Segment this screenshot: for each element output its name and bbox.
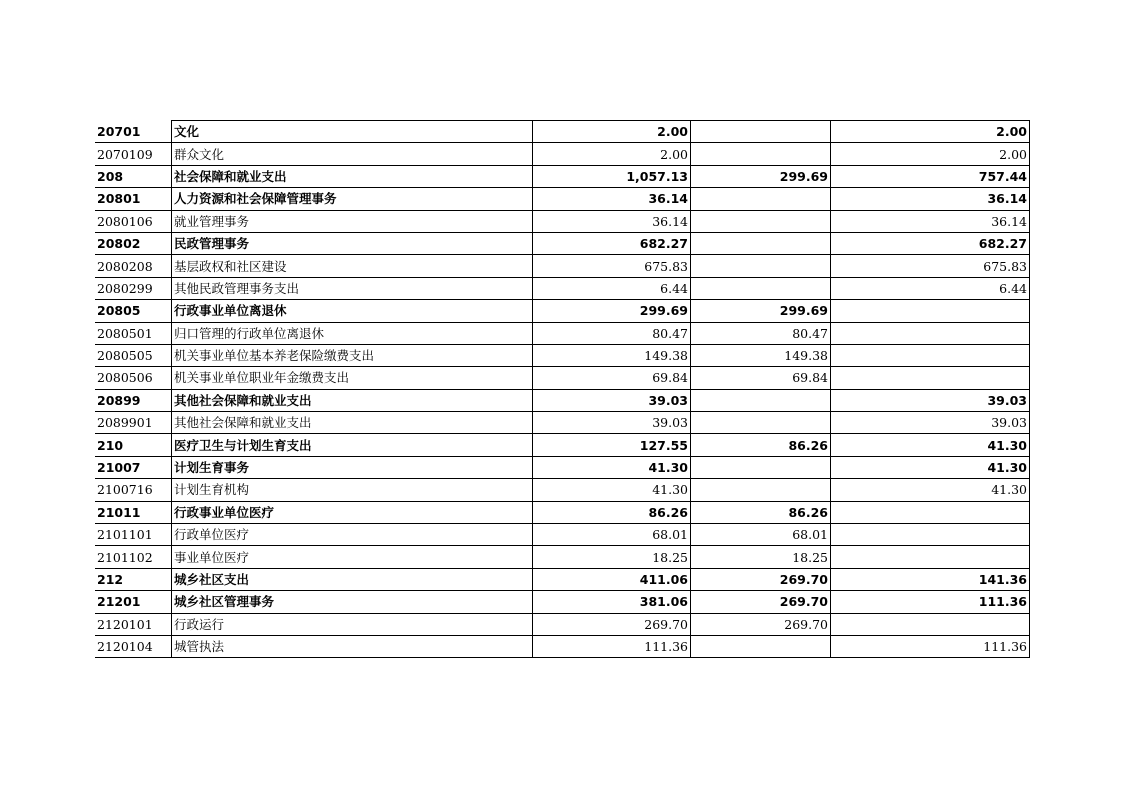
code-cell: 212	[95, 568, 172, 590]
total-cell: 111.36	[533, 635, 691, 657]
table-row	[95, 479, 1030, 501]
project-cell: 675.83	[831, 255, 1030, 277]
name-cell: 民政管理事务	[172, 232, 533, 254]
project-cell: 41.30	[831, 456, 1030, 478]
code-cell: 2120101	[95, 613, 172, 635]
table-row	[95, 635, 1030, 657]
project-cell: 41.30	[831, 434, 1030, 456]
name-cell: 机关事业单位职业年金缴费支出	[172, 367, 533, 389]
table-row	[95, 591, 1030, 613]
code-cell: 2070109	[95, 143, 172, 165]
budget-table-body	[95, 121, 1030, 658]
total-cell: 39.03	[533, 412, 691, 434]
table-row	[95, 546, 1030, 568]
total-cell: 41.30	[533, 456, 691, 478]
code-cell: 2080501	[95, 322, 172, 344]
basic-cell: 269.70	[691, 613, 831, 635]
name-cell: 城乡社区管理事务	[172, 591, 533, 613]
name-cell: 行政事业单位离退休	[172, 300, 533, 322]
code-cell: 2080505	[95, 344, 172, 366]
project-cell: 41.30	[831, 479, 1030, 501]
name-cell: 其他民政管理事务支出	[172, 277, 533, 299]
name-cell: 群众文化	[172, 143, 533, 165]
basic-cell	[691, 412, 831, 434]
name-cell: 行政单位医疗	[172, 524, 533, 546]
total-cell: 2.00	[533, 121, 691, 143]
name-cell: 行政事业单位医疗	[172, 501, 533, 523]
table-row	[95, 255, 1030, 277]
total-cell: 39.03	[533, 389, 691, 411]
project-cell	[831, 344, 1030, 366]
name-cell: 其他社会保障和就业支出	[172, 389, 533, 411]
table-row	[95, 322, 1030, 344]
code-cell: 208	[95, 165, 172, 187]
project-cell	[831, 322, 1030, 344]
code-cell: 2101101	[95, 524, 172, 546]
code-cell: 2120104	[95, 635, 172, 657]
name-cell: 机关事业单位基本养老保险缴费支出	[172, 344, 533, 366]
total-cell: 299.69	[533, 300, 691, 322]
project-cell: 2.00	[831, 143, 1030, 165]
table-row	[95, 389, 1030, 411]
table-row	[95, 277, 1030, 299]
code-cell: 20899	[95, 389, 172, 411]
code-cell: 2100716	[95, 479, 172, 501]
basic-cell: 68.01	[691, 524, 831, 546]
total-cell: 18.25	[533, 546, 691, 568]
table-row	[95, 188, 1030, 210]
code-cell: 20802	[95, 232, 172, 254]
basic-cell: 86.26	[691, 501, 831, 523]
total-cell: 6.44	[533, 277, 691, 299]
budget-table	[95, 120, 1030, 658]
name-cell: 计划生育事务	[172, 456, 533, 478]
name-cell: 社会保障和就业支出	[172, 165, 533, 187]
basic-cell	[691, 635, 831, 657]
code-cell: 20805	[95, 300, 172, 322]
total-cell: 36.14	[533, 188, 691, 210]
total-cell: 2.00	[533, 143, 691, 165]
project-cell: 682.27	[831, 232, 1030, 254]
table-row	[95, 300, 1030, 322]
code-cell: 21007	[95, 456, 172, 478]
project-cell: 36.14	[831, 210, 1030, 232]
total-cell: 41.30	[533, 479, 691, 501]
name-cell: 文化	[172, 121, 533, 143]
project-cell: 111.36	[831, 635, 1030, 657]
table-row	[95, 568, 1030, 590]
total-cell: 381.06	[533, 591, 691, 613]
table-row	[95, 524, 1030, 546]
basic-cell	[691, 143, 831, 165]
basic-cell: 269.70	[691, 568, 831, 590]
name-cell: 归口管理的行政单位离退休	[172, 322, 533, 344]
name-cell: 城乡社区支出	[172, 568, 533, 590]
project-cell: 39.03	[831, 389, 1030, 411]
table-row	[95, 143, 1030, 165]
basic-cell: 149.38	[691, 344, 831, 366]
basic-cell: 299.69	[691, 165, 831, 187]
table-row	[95, 210, 1030, 232]
project-cell: 757.44	[831, 165, 1030, 187]
table-row	[95, 165, 1030, 187]
project-cell	[831, 300, 1030, 322]
basic-cell	[691, 188, 831, 210]
total-cell: 411.06	[533, 568, 691, 590]
table-row	[95, 412, 1030, 434]
total-cell: 68.01	[533, 524, 691, 546]
code-cell: 2101102	[95, 546, 172, 568]
code-cell: 2080506	[95, 367, 172, 389]
project-cell	[831, 524, 1030, 546]
project-cell	[831, 501, 1030, 523]
table-row	[95, 232, 1030, 254]
project-cell	[831, 546, 1030, 568]
basic-cell	[691, 456, 831, 478]
basic-cell	[691, 232, 831, 254]
code-cell: 2080299	[95, 277, 172, 299]
basic-cell: 269.70	[691, 591, 831, 613]
project-cell: 39.03	[831, 412, 1030, 434]
basic-cell: 18.25	[691, 546, 831, 568]
basic-cell: 80.47	[691, 322, 831, 344]
name-cell: 基层政权和社区建设	[172, 255, 533, 277]
total-cell: 86.26	[533, 501, 691, 523]
project-cell: 141.36	[831, 568, 1030, 590]
basic-cell: 69.84	[691, 367, 831, 389]
total-cell: 36.14	[533, 210, 691, 232]
project-cell: 6.44	[831, 277, 1030, 299]
name-cell: 事业单位医疗	[172, 546, 533, 568]
project-cell: 111.36	[831, 591, 1030, 613]
basic-cell	[691, 121, 831, 143]
name-cell: 人力资源和社会保障管理事务	[172, 188, 533, 210]
table-row	[95, 344, 1030, 366]
total-cell: 149.38	[533, 344, 691, 366]
basic-cell	[691, 479, 831, 501]
table-row	[95, 367, 1030, 389]
total-cell: 69.84	[533, 367, 691, 389]
table-row	[95, 501, 1030, 523]
basic-cell	[691, 255, 831, 277]
total-cell: 1,057.13	[533, 165, 691, 187]
table-row	[95, 456, 1030, 478]
code-cell: 2089901	[95, 412, 172, 434]
basic-cell: 86.26	[691, 434, 831, 456]
project-cell: 2.00	[831, 121, 1030, 143]
code-cell: 21201	[95, 591, 172, 613]
name-cell: 其他社会保障和就业支出	[172, 412, 533, 434]
basic-cell: 299.69	[691, 300, 831, 322]
code-cell: 210	[95, 434, 172, 456]
total-cell: 675.83	[533, 255, 691, 277]
code-cell: 2080208	[95, 255, 172, 277]
project-cell: 36.14	[831, 188, 1030, 210]
table-row	[95, 121, 1030, 143]
total-cell: 682.27	[533, 232, 691, 254]
name-cell: 行政运行	[172, 613, 533, 635]
name-cell: 就业管理事务	[172, 210, 533, 232]
total-cell: 80.47	[533, 322, 691, 344]
table-row	[95, 434, 1030, 456]
basic-cell	[691, 277, 831, 299]
name-cell: 城管执法	[172, 635, 533, 657]
total-cell: 127.55	[533, 434, 691, 456]
basic-cell	[691, 210, 831, 232]
name-cell: 计划生育机构	[172, 479, 533, 501]
code-cell: 2080106	[95, 210, 172, 232]
code-cell: 21011	[95, 501, 172, 523]
table-row	[95, 613, 1030, 635]
project-cell	[831, 613, 1030, 635]
project-cell	[831, 367, 1030, 389]
total-cell: 269.70	[533, 613, 691, 635]
code-cell: 20801	[95, 188, 172, 210]
basic-cell	[691, 389, 831, 411]
code-cell: 20701	[95, 121, 172, 143]
budget-table-sheet	[95, 120, 1029, 658]
name-cell: 医疗卫生与计划生育支出	[172, 434, 533, 456]
